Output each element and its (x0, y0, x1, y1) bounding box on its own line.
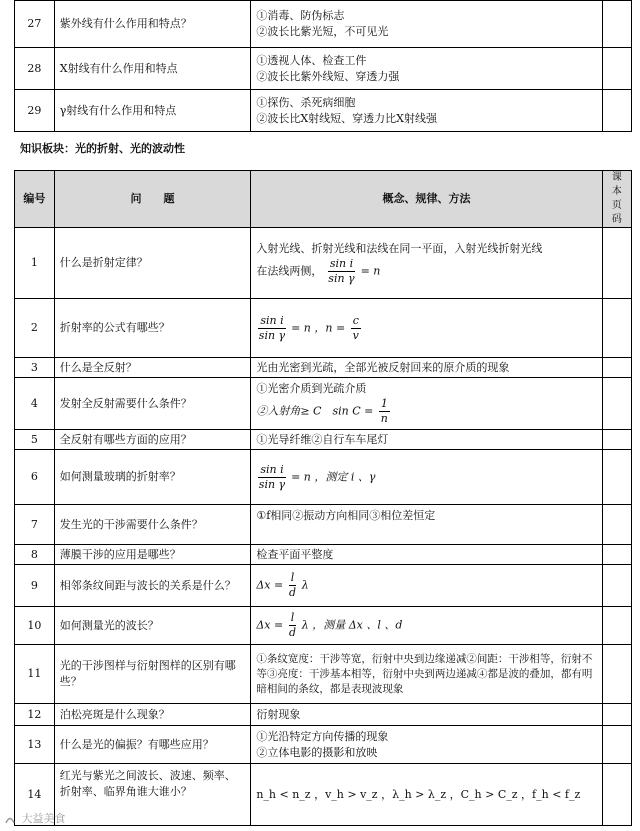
header-number: 编号 (15, 171, 55, 228)
row-number: 10 (15, 607, 55, 645)
page-cell (602, 299, 631, 358)
equation-prefix: Δx = (256, 618, 284, 632)
page-cell (602, 726, 631, 764)
question-cell: 如何测量光的波长？ (54, 607, 251, 645)
question-cell: 如何测量玻璃的折射率？ (54, 450, 251, 505)
question-cell: 什么是折射定律？ (54, 228, 251, 299)
table-row (15, 1, 632, 48)
page-cell (602, 228, 631, 299)
answer-line: ②立体电影的摄影和放映 (256, 745, 378, 759)
page-cell (602, 505, 631, 545)
table-row (15, 607, 632, 645)
fraction-denominator: sin γ (258, 477, 286, 491)
equation-tail: = n (360, 264, 381, 277)
answer-cell: ①f相同②振动方向相同③相位差恒定 (251, 505, 602, 545)
page-cell (602, 430, 631, 450)
page-cell (602, 48, 631, 90)
question-cell: 泊松亮斑是什么现象？ (54, 704, 251, 726)
fraction (351, 314, 361, 343)
watermark (4, 810, 66, 826)
fraction-denominator: v (352, 328, 359, 342)
fraction-denominator: n (380, 412, 388, 425)
equation-mid: = n ，n = (291, 321, 346, 334)
answer-cell (251, 565, 602, 607)
equation-tail: λ ，测量 Δx 、l 、d (301, 618, 403, 632)
answer-cell (251, 726, 602, 764)
fraction (258, 463, 285, 492)
answer-line: ①消毒、防伪标志 (256, 9, 345, 22)
table-row (15, 645, 632, 704)
question-cell: 什么是光的偏振？有哪些应用？ (54, 726, 251, 764)
row-number: 27 (15, 1, 55, 48)
fraction-denominator: d (288, 626, 296, 639)
answer-cell (251, 228, 602, 299)
page-cell (602, 545, 631, 565)
answer-cell (251, 1, 602, 48)
table-row (15, 450, 632, 505)
fraction-denominator: d (288, 586, 296, 599)
table-row (15, 545, 632, 565)
page-cell (602, 358, 631, 378)
page-cell (602, 378, 631, 430)
answer-line: ②波长比紫外线短、穿透力强 (256, 69, 400, 83)
fraction-numerator: sin i (260, 313, 284, 327)
table-row (15, 358, 632, 378)
table-row (15, 764, 632, 826)
row-number: 13 (15, 726, 55, 764)
row-number: 1 (15, 228, 55, 299)
header-row (15, 171, 632, 228)
page-cell (602, 645, 631, 704)
fraction-numerator: l (290, 571, 295, 584)
question-cell: 折射率的公式有哪些？ (54, 299, 251, 358)
fraction (258, 314, 285, 343)
row-number: 11 (15, 645, 55, 704)
table-row (15, 48, 632, 90)
answer-cell: 衍射现象 (251, 704, 602, 726)
page-cell (602, 90, 631, 132)
fraction (289, 571, 297, 600)
page-cell (602, 1, 631, 48)
page-cell (602, 565, 631, 607)
fraction (379, 397, 390, 426)
main-table (14, 170, 632, 826)
answer-cell (251, 90, 602, 132)
answer-cell (251, 450, 602, 505)
answer-cell (251, 607, 602, 645)
question-cell: 什么是全反射？ (54, 358, 251, 378)
question-cell: γ射线有什么作用和特点 (54, 90, 251, 132)
answer-line: ①透视人体、检查工件 (256, 53, 367, 67)
answer-cell (251, 378, 602, 430)
logo-icon (4, 813, 16, 825)
question-cell: X射线有什么作用和特点 (54, 48, 251, 90)
question-cell: 红光与紫光之间波长、波速、频率、折射率、临界角谁大谁小？ (54, 764, 251, 826)
table-row (15, 378, 632, 430)
answer-cell: 检查平面平整度 (251, 545, 602, 565)
row-number: 8 (15, 545, 55, 565)
page-cell (602, 450, 631, 505)
row-number: 12 (15, 704, 55, 726)
row-number: 6 (15, 450, 55, 505)
row-number: 28 (15, 48, 55, 90)
fraction-denominator: sin γ (258, 328, 286, 342)
top-table (14, 0, 632, 132)
row-number: 7 (15, 505, 55, 545)
answer-line: ②入射角≥ C sin C = (256, 404, 374, 418)
fraction-numerator: c (352, 313, 359, 327)
answer-line: ②波长比X射线短、穿透力比X射线强 (256, 111, 437, 125)
question-cell: 发生光的干涉需要什么条件？ (54, 505, 251, 545)
table-row (15, 430, 632, 450)
answer-cell: n_h < n_z ，v_h > v_z ，λ_h > λ_z ，C_h > C_z ，f_h < f_z (251, 764, 602, 826)
header-concept: 概念、规律、方法 (251, 171, 602, 228)
header-question: 问 题 (54, 171, 251, 228)
row-number: 9 (15, 565, 55, 607)
question-cell: 发射全反射需要什么条件？ (54, 378, 251, 430)
equation-prefix: Δx = (256, 578, 284, 592)
question-cell: 紫外线有什么作用和特点？ (54, 1, 251, 48)
row-number: 4 (15, 378, 55, 430)
answer-cell (251, 299, 602, 358)
page-cell (602, 607, 631, 645)
table-row (15, 299, 632, 358)
row-number: 3 (15, 358, 55, 378)
answer-cell: ①光导纤维②自行车车尾灯 (251, 430, 602, 450)
answer-cell: 光由光密到光疏，全部光被反射回来的原介质的现象 (251, 358, 602, 378)
section-title: 知识板块：光的折射、光的波动性 (20, 142, 185, 155)
answer-cell (251, 48, 602, 90)
equation-tail: = n ，测定 i 、γ (291, 470, 376, 483)
row-number: 29 (15, 90, 55, 132)
fraction-numerator: 1 (380, 397, 388, 410)
page-cell (602, 704, 631, 726)
question-cell: 全反射有哪些方面的应用？ (54, 430, 251, 450)
row-number: 5 (15, 430, 55, 450)
answer-line: ②波长比紫光短，不可见光 (256, 25, 389, 38)
fraction-numerator: sin i (260, 462, 284, 476)
question-cell: 薄膜干涉的应用是哪些？ (54, 545, 251, 565)
question-cell: 光的干涉图样与衍射图样的区别有哪些？ (54, 645, 251, 704)
fraction-numerator: l (290, 611, 295, 624)
table-row (15, 228, 632, 299)
header-page: 课本页码 (602, 171, 631, 228)
watermark-text: 大益美食 (21, 812, 66, 825)
row-number: 14 (15, 764, 55, 826)
page-cell (602, 764, 631, 826)
fraction-numerator: sin i (329, 256, 354, 270)
table-row (15, 90, 632, 132)
answer-line: 在法线两侧， (256, 264, 323, 277)
table-row (15, 704, 632, 726)
answer-line: 入射光线、折射光线和法线在同一平面，入射光线折射光线 (256, 241, 543, 255)
fraction-denominator: sin γ (328, 271, 355, 285)
answer-cell: ①条纹宽度：干涉等宽，衍射中央到边缘递减②间距：干涉相等，衍射不等③亮度：干涉基本相等，衍射中央到两边递减④都是波的叠加，都有明暗相间的条纹，都是表现波现象 (251, 645, 602, 704)
answer-line: ①探伤、杀死病细胞 (256, 95, 356, 109)
table-row (15, 505, 632, 545)
fraction (289, 611, 297, 640)
row-number: 2 (15, 299, 55, 358)
question-cell: 相邻条纹间距与波长的关系是什么？ (54, 565, 251, 607)
table-row (15, 726, 632, 764)
table-row (15, 565, 632, 607)
fraction (328, 257, 355, 286)
equation-tail: λ (301, 578, 309, 592)
answer-line: ①光密介质到光疏介质 (256, 382, 367, 395)
answer-line: ①光沿特定方向传播的现象 (256, 729, 389, 743)
